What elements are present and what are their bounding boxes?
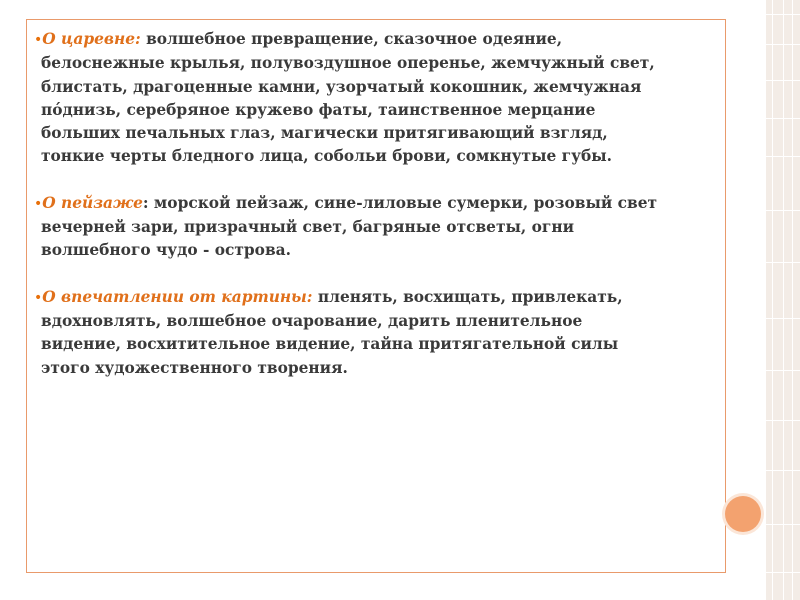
section-heading: О пейзаже	[42, 193, 143, 212]
paragraph-text: волшебное превращение, сказочное одеяние,	[140, 30, 563, 48]
section-heading: О царевне:	[42, 30, 141, 48]
section-tsarevna	[34, 28, 718, 169]
paragraph-line	[34, 192, 718, 216]
section-impression	[34, 286, 718, 380]
paragraph-line: вечерней зари, призрачный свет, багряные отсветы, огни	[41, 218, 575, 237]
section-heading: О впечатлении от картины:	[42, 287, 313, 306]
decorative-side-strip	[766, 0, 800, 600]
paragraph-line: вдохновлять, волшебное очарование, дарить пленительное	[41, 311, 583, 330]
paragraph-line: видение, восхитительное видение, тайна притягательной силы	[41, 335, 619, 354]
paragraph-line	[34, 286, 718, 310]
bullet-icon: •	[34, 195, 43, 212]
bullet-icon: •	[34, 289, 43, 306]
paragraph-line: по́днизь, серебряное кружево фаты, таинственное мерцание	[41, 100, 596, 119]
decorative-circle	[725, 496, 761, 532]
paragraph-line: тонкие черты бледного лица, собольи брови, сомкнутые губы.	[41, 147, 613, 166]
paragraph-text: : морской пейзаж, сине-лиловые сумерки, розовый свет	[142, 193, 658, 212]
paragraph-line: волшебного чудо - острова.	[41, 241, 291, 260]
paragraph-line: белоснежные крылья, полувоздушное оперенье, жемчужный свет,	[41, 54, 655, 73]
paragraph-line: этого художественного творения.	[41, 358, 348, 377]
paragraph-line: блистать, драгоценные камни, узорчатый кокошник, жемчужная	[41, 77, 642, 96]
slide-text-body	[34, 28, 718, 403]
paragraph-text: пленять, восхищать, привлекать,	[312, 287, 623, 306]
section-landscape	[34, 192, 718, 263]
bullet-icon: •	[34, 32, 43, 48]
paragraph-line: больших печальных глаз, магически притягивающий взгляд,	[41, 124, 608, 143]
paragraph-line	[34, 28, 718, 52]
